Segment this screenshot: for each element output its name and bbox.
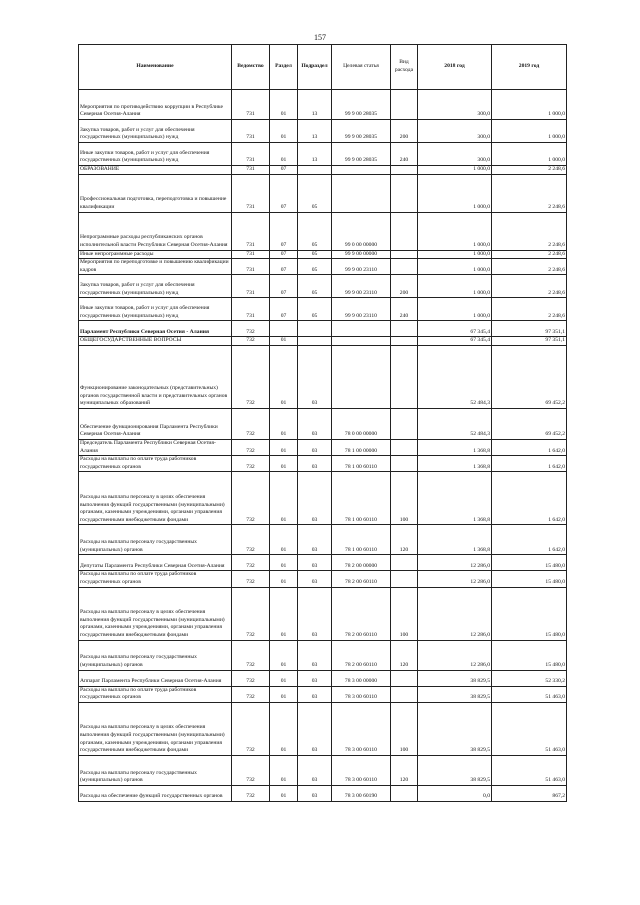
cell-subsection: 03	[298, 472, 332, 525]
cell-2018: 1 000,0	[418, 275, 492, 298]
cell-2018: 12 286,0	[418, 571, 492, 587]
cell-name: Расходы на выплаты персоналу государственных (муниципальных) органов	[79, 755, 232, 785]
cell-section: 07	[270, 166, 298, 175]
cell-name: Расходы на выплаты по оплате труда работников государственных органов	[79, 571, 232, 587]
cell-expense-type	[391, 571, 418, 587]
cell-section: 07	[270, 174, 298, 212]
cell-2019: 51 463,0	[492, 755, 567, 785]
cell-target-article: 78 2 00 00000	[332, 555, 391, 571]
cell-2019: 2 248,6	[492, 250, 567, 259]
cell-section: 01	[270, 408, 298, 439]
cell-expense-type	[391, 166, 418, 175]
table-row	[79, 408, 567, 439]
cell-subsection: 03	[298, 456, 332, 472]
cell-2018: 300,0	[418, 143, 492, 166]
cell-target-article	[332, 166, 391, 175]
cell-name: Парламент Республики Северная Осетия - Алания	[79, 321, 232, 337]
cell-subsection: 03	[298, 555, 332, 571]
cell-2019: 2 248,6	[492, 166, 567, 175]
cell-name: Функционирование законодательных (представительных) органов государственной власти и представительных органов муниципальных образований	[79, 345, 232, 408]
cell-2019: 2 248,6	[492, 174, 567, 212]
table-row	[79, 525, 567, 555]
cell-2018: 38 829,5	[418, 702, 492, 755]
cell-ministry: 732	[232, 555, 270, 571]
cell-ministry: 732	[232, 472, 270, 525]
table-row	[79, 120, 567, 143]
cell-subsection: 05	[298, 298, 332, 321]
table-row	[79, 298, 567, 321]
table-row	[79, 785, 567, 801]
cell-section: 01	[270, 587, 298, 640]
cell-subsection: 03	[298, 785, 332, 801]
cell-target-article: 99 9 00 23110	[332, 259, 391, 275]
header-row	[79, 45, 567, 90]
table-row	[79, 345, 567, 408]
cell-2018: 67 345,4	[418, 321, 492, 337]
table-row	[79, 259, 567, 275]
cell-expense-type: 100	[391, 587, 418, 640]
cell-expense-type: 240	[391, 143, 418, 166]
cell-name: Закупка товаров, работ и услуг для обеспечения государственных (муниципальных) нужд	[79, 120, 232, 143]
cell-target-article	[332, 337, 391, 346]
cell-2019: 1 642,0	[492, 472, 567, 525]
table-row	[79, 702, 567, 755]
cell-expense-type	[391, 259, 418, 275]
cell-subsection: 03	[298, 571, 332, 587]
cell-expense-type	[391, 345, 418, 408]
cell-expense-type: 240	[391, 298, 418, 321]
cell-expense-type	[391, 555, 418, 571]
col-header-2018: 2018 год	[418, 45, 492, 90]
cell-expense-type: 100	[391, 472, 418, 525]
cell-section: 07	[270, 212, 298, 250]
cell-subsection: 05	[298, 275, 332, 298]
cell-subsection: 13	[298, 143, 332, 166]
cell-2018: 300,0	[418, 120, 492, 143]
cell-name: Иные непрограммные расходы	[79, 250, 232, 259]
cell-section: 01	[270, 472, 298, 525]
cell-section: 01	[270, 755, 298, 785]
col-header-expense-type: Вид расхода	[391, 45, 418, 90]
cell-subsection: 05	[298, 174, 332, 212]
cell-ministry: 731	[232, 174, 270, 212]
cell-section: 01	[270, 345, 298, 408]
cell-expense-type	[391, 90, 418, 120]
cell-target-article: 99 9 00 00000	[332, 250, 391, 259]
cell-2019: 52 330,2	[492, 670, 567, 686]
cell-target-article: 78 3 00 60110	[332, 702, 391, 755]
cell-expense-type: 100	[391, 702, 418, 755]
cell-2018: 1 000,0	[418, 212, 492, 250]
cell-name: Расходы на выплаты персоналу государственных (муниципальных) органов	[79, 640, 232, 670]
table-row	[79, 90, 567, 120]
table-row	[79, 439, 567, 455]
cell-target-article: 99 9 00 28035	[332, 90, 391, 120]
cell-subsection: 13	[298, 90, 332, 120]
cell-expense-type	[391, 439, 418, 455]
cell-subsection	[298, 321, 332, 337]
cell-expense-type	[391, 337, 418, 346]
cell-name: Расходы на выплаты по оплате труда работников государственных органов	[79, 686, 232, 702]
cell-2019: 867,2	[492, 785, 567, 801]
cell-2019: 2 248,6	[492, 298, 567, 321]
col-header-2019: 2019 год	[492, 45, 567, 90]
cell-2019: 2 248,6	[492, 259, 567, 275]
cell-target-article: 78 3 00 60110	[332, 755, 391, 785]
cell-2018: 1 368,8	[418, 525, 492, 555]
cell-section: 01	[270, 670, 298, 686]
cell-subsection	[298, 337, 332, 346]
cell-2018: 1 000,0	[418, 166, 492, 175]
cell-target-article: 78 1 00 60110	[332, 472, 391, 525]
cell-subsection: 03	[298, 439, 332, 455]
col-header-name: Наименование	[79, 45, 232, 90]
table-row	[79, 755, 567, 785]
col-header-ministry: Ведомство	[232, 45, 270, 90]
table-row	[79, 640, 567, 670]
cell-2018: 52 484,3	[418, 408, 492, 439]
cell-2019: 1 000,0	[492, 143, 567, 166]
table-row	[79, 587, 567, 640]
cell-ministry: 732	[232, 321, 270, 337]
cell-section: 01	[270, 525, 298, 555]
cell-name: Мероприятия по переподготовке и повышению квалификации кадров	[79, 259, 232, 275]
cell-expense-type: 120	[391, 525, 418, 555]
cell-ministry: 732	[232, 587, 270, 640]
cell-section	[270, 321, 298, 337]
cell-ministry: 732	[232, 345, 270, 408]
table-row	[79, 472, 567, 525]
cell-2018: 1 368,8	[418, 472, 492, 525]
cell-2019: 1 642,0	[492, 525, 567, 555]
cell-section: 01	[270, 555, 298, 571]
cell-name: Председатель Парламента Республики Северная Осетия-Алания	[79, 439, 232, 455]
cell-section: 01	[270, 337, 298, 346]
table-row	[79, 143, 567, 166]
cell-name: Расходы на обеспечение функций государственных органов	[79, 785, 232, 801]
cell-name: Иные закупки товаров, работ и услуг для обеспечения государственных (муниципальных) нужд	[79, 143, 232, 166]
cell-subsection: 05	[298, 212, 332, 250]
cell-expense-type	[391, 686, 418, 702]
table-row	[79, 555, 567, 571]
cell-ministry: 732	[232, 571, 270, 587]
col-header-section: Раздел	[270, 45, 298, 90]
cell-expense-type	[391, 250, 418, 259]
cell-section: 01	[270, 439, 298, 455]
cell-2018: 1 000,0	[418, 174, 492, 212]
cell-name: Расходы на выплаты персоналу в целях обеспечения выполнения функций государственными (муниципальными) органами, казенными учреждениями, органами управления государственными внебюджетными фондами	[79, 587, 232, 640]
cell-ministry: 731	[232, 120, 270, 143]
cell-section: 01	[270, 640, 298, 670]
table-row	[79, 275, 567, 298]
cell-target-article: 99 9 00 23110	[332, 275, 391, 298]
cell-name: Аппарат Парламента Республики Северная Осетия-Алания	[79, 670, 232, 686]
table-row	[79, 670, 567, 686]
cell-subsection: 05	[298, 259, 332, 275]
cell-name: Расходы на выплаты персоналу в целях обеспечения выполнения функций государственными (муниципальными) органами, казенными учреждениями, органами управления государственными внебюджетными фондами	[79, 472, 232, 525]
cell-2018: 1 368,8	[418, 456, 492, 472]
cell-subsection: 03	[298, 755, 332, 785]
table-row	[79, 166, 567, 175]
col-header-target-article: Целевая статья	[332, 45, 391, 90]
cell-2019: 51 463,0	[492, 702, 567, 755]
cell-subsection: 13	[298, 120, 332, 143]
cell-subsection: 03	[298, 587, 332, 640]
cell-2019: 69 452,2	[492, 408, 567, 439]
table-row	[79, 571, 567, 587]
cell-2018: 38 829,5	[418, 755, 492, 785]
cell-section: 01	[270, 702, 298, 755]
cell-2019: 97 351,1	[492, 337, 567, 346]
table-row	[79, 337, 567, 346]
cell-name: Расходы на выплаты по оплате труда работников государственных органов	[79, 456, 232, 472]
cell-subsection: 03	[298, 640, 332, 670]
cell-2019: 2 248,6	[492, 212, 567, 250]
table-row	[79, 250, 567, 259]
table-row	[79, 321, 567, 337]
cell-2018: 38 829,5	[418, 670, 492, 686]
cell-target-article	[332, 174, 391, 212]
cell-2018: 1 368,8	[418, 439, 492, 455]
cell-ministry: 732	[232, 439, 270, 455]
cell-ministry: 732	[232, 755, 270, 785]
cell-expense-type	[391, 456, 418, 472]
cell-2018: 300,0	[418, 90, 492, 120]
cell-ministry: 732	[232, 456, 270, 472]
cell-expense-type: 120	[391, 640, 418, 670]
cell-name: Мероприятия по противодействию коррупции в Республике Северная Осетия-Алания	[79, 90, 232, 120]
cell-2019: 2 248,6	[492, 275, 567, 298]
cell-expense-type	[391, 785, 418, 801]
cell-target-article: 78 3 00 00000	[332, 670, 391, 686]
cell-2019: 15 480,0	[492, 587, 567, 640]
cell-2018: 1 000,0	[418, 298, 492, 321]
cell-ministry: 731	[232, 90, 270, 120]
cell-2019: 1 642,0	[492, 456, 567, 472]
cell-2019: 15 480,0	[492, 640, 567, 670]
cell-name: Закупка товаров, работ и услуг для обеспечения государственных (муниципальных) нужд	[79, 275, 232, 298]
cell-target-article: 78 1 00 00000	[332, 439, 391, 455]
table-body	[79, 90, 567, 802]
cell-ministry: 732	[232, 640, 270, 670]
cell-target-article	[332, 321, 391, 337]
cell-subsection	[298, 166, 332, 175]
cell-section: 01	[270, 571, 298, 587]
cell-target-article: 99 9 00 28035	[332, 143, 391, 166]
cell-ministry: 731	[232, 298, 270, 321]
cell-expense-type: 120	[391, 755, 418, 785]
cell-target-article: 99 9 00 23110	[332, 298, 391, 321]
cell-subsection: 05	[298, 250, 332, 259]
cell-subsection: 03	[298, 525, 332, 555]
cell-section: 01	[270, 686, 298, 702]
page-number: 157	[314, 33, 326, 42]
cell-subsection: 03	[298, 345, 332, 408]
cell-expense-type: 200	[391, 275, 418, 298]
cell-ministry: 731	[232, 166, 270, 175]
cell-2019: 15 480,0	[492, 555, 567, 571]
cell-2018: 12 286,0	[418, 640, 492, 670]
cell-subsection: 03	[298, 702, 332, 755]
cell-subsection: 03	[298, 686, 332, 702]
cell-target-article: 78 2 00 60110	[332, 640, 391, 670]
cell-ministry: 731	[232, 143, 270, 166]
cell-target-article: 78 3 00 60190	[332, 785, 391, 801]
cell-name: Профессиональная подготовка, переподготовка и повышение квалификации	[79, 174, 232, 212]
cell-ministry: 731	[232, 250, 270, 259]
cell-ministry: 731	[232, 275, 270, 298]
cell-2018: 52 484,3	[418, 345, 492, 408]
cell-2019: 1 642,0	[492, 439, 567, 455]
cell-target-article: 78 1 00 60110	[332, 456, 391, 472]
cell-name: ОБРАЗОВАНИЕ	[79, 166, 232, 175]
cell-2019: 15 480,0	[492, 571, 567, 587]
cell-ministry: 732	[232, 785, 270, 801]
cell-name: Иные закупки товаров, работ и услуг для обеспечения государственных (муниципальных) нужд	[79, 298, 232, 321]
budget-table	[78, 44, 567, 802]
cell-2019: 1 000,0	[492, 90, 567, 120]
cell-section: 01	[270, 785, 298, 801]
cell-expense-type	[391, 212, 418, 250]
cell-target-article: 99 0 00 00000	[332, 212, 391, 250]
cell-ministry: 732	[232, 337, 270, 346]
cell-2019: 69 452,2	[492, 345, 567, 408]
cell-ministry: 731	[232, 212, 270, 250]
cell-ministry: 732	[232, 702, 270, 755]
cell-target-article	[332, 345, 391, 408]
cell-ministry: 732	[232, 525, 270, 555]
cell-section: 07	[270, 275, 298, 298]
cell-section: 01	[270, 143, 298, 166]
cell-2018: 0,0	[418, 785, 492, 801]
table-row	[79, 686, 567, 702]
cell-ministry: 732	[232, 670, 270, 686]
cell-2019: 1 000,0	[492, 120, 567, 143]
cell-2018: 1 000,0	[418, 259, 492, 275]
cell-expense-type	[391, 174, 418, 212]
cell-section: 01	[270, 120, 298, 143]
cell-2018: 12 286,0	[418, 587, 492, 640]
cell-target-article: 99 9 00 28035	[332, 120, 391, 143]
cell-target-article: 78 3 00 60110	[332, 686, 391, 702]
cell-2019: 97 351,1	[492, 321, 567, 337]
cell-name: Обеспечение функционирования Парламента Республики Северная Осетия-Алания	[79, 408, 232, 439]
cell-2019: 51 463,0	[492, 686, 567, 702]
cell-name: Расходы на выплаты персоналу в целях обеспечения выполнения функций государственными (муниципальными) органами, казенными учреждениями, органами управления государственными внебюджетными фондами	[79, 702, 232, 755]
cell-2018: 12 286,0	[418, 555, 492, 571]
col-header-subsection: Подраздел	[298, 45, 332, 90]
table-row	[79, 456, 567, 472]
cell-target-article: 78 0 00 00000	[332, 408, 391, 439]
cell-ministry: 732	[232, 686, 270, 702]
table-row	[79, 174, 567, 212]
cell-name: Непрограммные расходы республиканских органов исполнительной власти Республики Северная Осетия-Алания	[79, 212, 232, 250]
cell-subsection: 03	[298, 408, 332, 439]
cell-target-article: 78 2 00 60110	[332, 571, 391, 587]
cell-target-article: 78 2 00 60110	[332, 587, 391, 640]
cell-expense-type	[391, 670, 418, 686]
cell-section: 07	[270, 259, 298, 275]
cell-ministry: 731	[232, 259, 270, 275]
cell-section: 07	[270, 250, 298, 259]
cell-subsection: 03	[298, 670, 332, 686]
cell-name: Депутаты Парламента Республики Северная Осетия-Алания	[79, 555, 232, 571]
table-row	[79, 212, 567, 250]
cell-expense-type	[391, 321, 418, 337]
cell-section: 01	[270, 456, 298, 472]
cell-target-article: 78 1 00 60110	[332, 525, 391, 555]
cell-ministry: 732	[232, 408, 270, 439]
cell-name: ОБЩЕГОСУДАРСТВЕННЫЕ ВОПРОСЫ	[79, 337, 232, 346]
cell-section: 07	[270, 298, 298, 321]
cell-2018: 1 000,0	[418, 250, 492, 259]
cell-section: 01	[270, 90, 298, 120]
cell-2018: 38 829,5	[418, 686, 492, 702]
cell-expense-type	[391, 408, 418, 439]
cell-expense-type: 200	[391, 120, 418, 143]
cell-2018: 67 345,4	[418, 337, 492, 346]
cell-name: Расходы на выплаты персоналу государственных (муниципальных) органов	[79, 525, 232, 555]
